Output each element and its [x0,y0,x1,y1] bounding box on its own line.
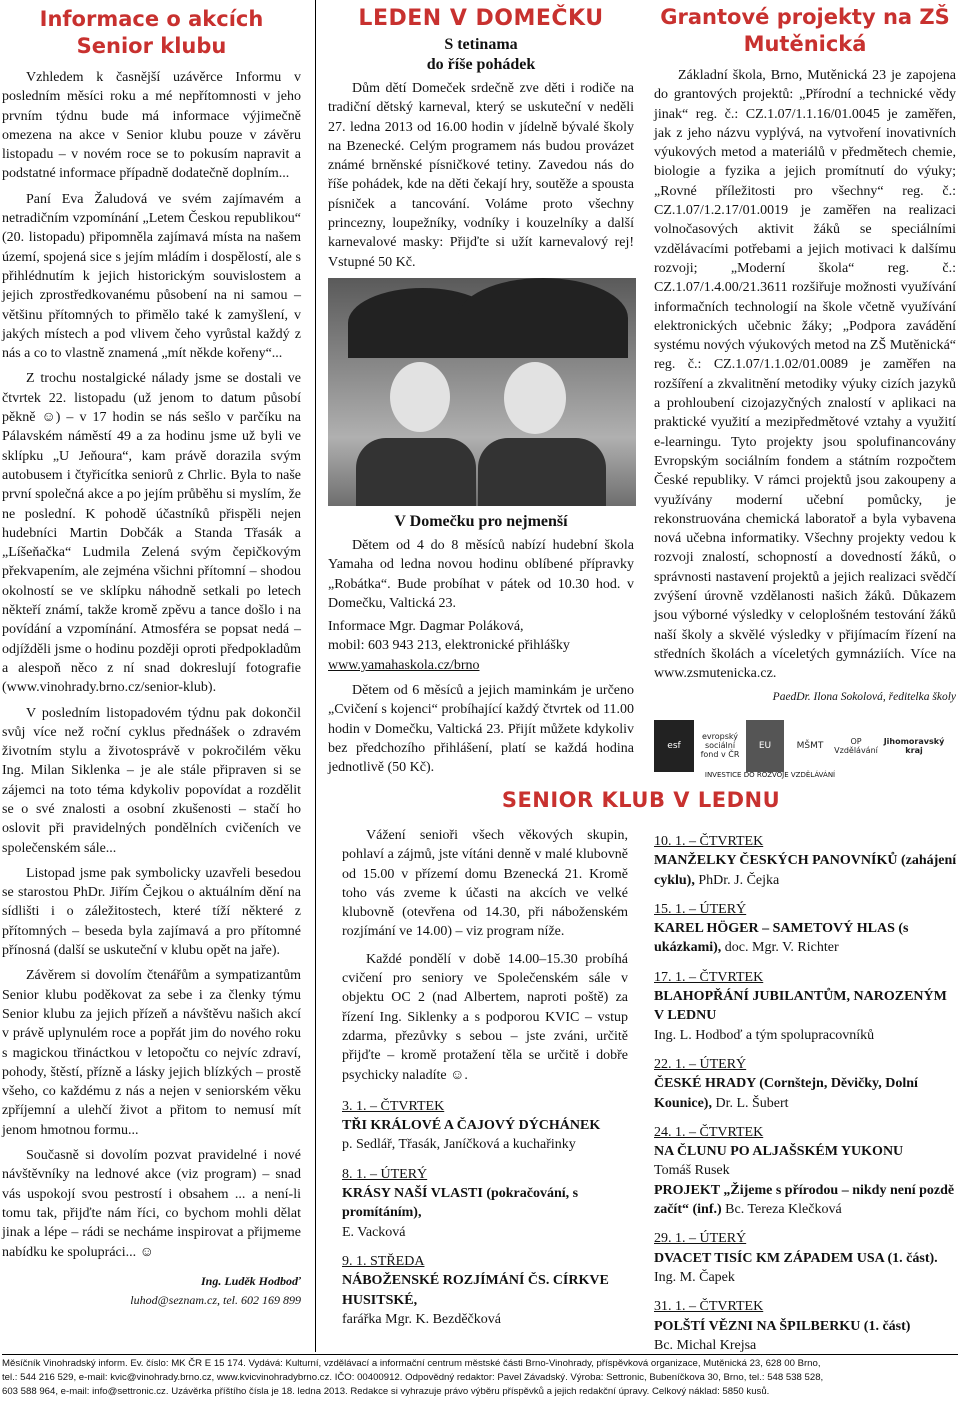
grants-title: Grantové projekty na ZŠ Mutěnická [660,5,950,56]
paragraph: Současně si dovolím pozvat pravidelné i nové návštěvníky na lednové akce (viz program) – snad vás uspokojí svou pestrostí i obsahem ... a není-li tomu tak, přijďte nám říci, co bychom mohli dělat jinak a lépe – rádi se necháme inspirovat a přijmeme nabídku ke spolupráci... ☺ [2,1148,301,1260]
event-title: KAREL HÖGER – SAMETOVÝ HLAS (s ukázkami), [654,921,909,956]
footer-line: 603 588 964, e-mail: info@settronic.cz. Uzávěrka příštího čísla je 18. ledna 2013. Redakce si vyhrazuje právo výběru příspěvků a jejich redakční úpravy. Celkový náklad: 5850 kusů. [2,1386,770,1397]
event-speaker: PhDr. J. Čejka [698,872,780,888]
event-item [654,900,958,958]
nejmensi-subtitle: V Domečku pro nejmenší [394,512,568,530]
esf-cr-logo: evropský sociální fond v ČR [697,720,743,772]
event-title: DVACET TISÍC KM ZÁPADEM USA (1. část). [654,1250,938,1266]
author-contact[interactable]: luhod@seznam.cz, tel. 602 169 899 [130,1293,301,1308]
event-speaker: Bc. Michal Krejsa [654,1337,757,1353]
event-title: PROJEKT „Žijeme s přírodou – nikdy není pozdě začít“ (inf.) [654,1182,955,1218]
paragraph: Z trochu nostalgické nálady jsme se dostali ve čtvrtek 22. listopadu (už jenom to datum působí pěkně ☺) – v 17 hodin se nás sešlo v parčíku na Pálavském náměstí 49 a za hodinu jsme už byli ve sklípku „U Jeňoura“, kam právě dorazila svým autobusem i čtyřicítka seniorů z Chrlic. Byla to naše první společná akce a po jejím průběhu si myslím, že ne poslední. K pohodě účastníků přispěli nejen hudebníci Martin Dobčák a Standa Třasák a „Líšeňačka“ Ludmila Zelená svým čepičkovým překvapením, ale zejména všichni přítomní – shodou okolností se ve sklípku náhodně setkali po letech někteří známí, takže kromě zpěvu a tance došlo i na povídání a vzpomínání. Atmosféra se popsat nedá – odjížděli jsme o hodinu později oproti předpokladům a alespoň něco z ní snad dokreslují fotografie (www.vinohrady.brno.cz/senior-klub). [2,371,301,696]
event-item [654,1181,958,1220]
event-date: 31. 1. – ČTVRTEK [654,1299,764,1315]
event-item [654,1123,958,1181]
event-speaker: Ing. M. Čapek [654,1269,735,1285]
face-shape [504,362,566,434]
senior-january-section [322,788,960,1353]
paragraph: Listopad jsme pak symbolicky uzavřeli besedou se starostou PhDr. Jiřím Čejkou o aktuálním dění na sídlišti i o záležitostech, které tíží některé z přítomných – beseda byla zajímavá a pro přítomné přínosná (další se uskuteční v klubu opět na jaře). [2,865,301,959]
kojenci-paragraph: Dětem od 6 měsíců a jejich maminkám je určeno „Cvičení s kojenci“ probíhající každý čtvrtek od 11.00 hodin v Domečku, Valtická 23. Přijít můžete kdykoliv bez předchozího přihlášení, platí se každá hodina jednotlivě (50 Kč). [328,683,634,776]
grants-signature: PaedDr. Ilona Sokolová, ředitelka školy [772,690,956,703]
event-title: TŘI KRÁLOVÉ A ČAJOVÝ DÝCHÁNEK [342,1118,601,1134]
karneval-subtitle: S tetinama [444,36,518,53]
face-shape [390,362,450,432]
logo-caption: INVESTICE DO ROZVOJE VZDĚLÁVÁNÍ [704,770,836,779]
event-date: 9. 1. STŘEDA [342,1253,425,1269]
info-contact: Informace Mgr. Dagmar Poláková, [328,619,524,635]
eu-flag-logo: EU [746,720,784,772]
event-date: 22. 1. – ÚTERÝ [654,1056,747,1072]
events-left [342,1097,628,1329]
event-date: 17. 1. – ČTVRTEK [654,969,764,985]
event-item [654,832,958,890]
senior-exercise-paragraph: Každé pondělí v době 14.00–15.30 probíhá cvičení pro seniory ve Společenském sále v objektu OC 2 (nad Albertem, naproti poště) za řízení Ing. Siklenky a s podporou KVIC – vstup zdarma, přezůvky s sebou – jste zváni, určitě přijďte – kromě protažení těla se určitě i dobře psychicky naladíte ☺. [342,951,628,1083]
event-title: ČESKÉ HRADY (Cornštejn, Děvičky, Dolní Kounice), [654,1076,918,1111]
event-title: POLŠTÍ VĚZNI NA ŠPILBERKU (1. část) [654,1318,911,1334]
event-item [654,1229,958,1287]
robatka-paragraph: Dětem od 4 do 8 měsíců nabízí hudební škola Yamaha od ledna novou hodinu oblíbené přípravky „Robátka“. Bude probíhat v pátek od 10.30 hod. v Domečku, Valtická 23. [328,537,634,611]
event-speaker: Tomáš Rusek [654,1163,730,1179]
msmt-logo: MŠMT [787,720,833,772]
grants-paragraph: Základní škola, Brno, Mutěnická 23 je zapojena do grantových projektů: „Přírodní a technické vědy jinak“ reg. č.: CZ.1.07/1.1.16/01.0045 je zaměřen, jak z jeho názvu vyplývá, na vytvoření inovativních výukových metod a materiálů v předmětech chemie, biologie a fyzika a jejich promítnutí do výuky; „Rovné příležitosti pro všechny“ reg. č.: CZ.1.07/1.2.17/01.0019 je zaměřen na realizaci volnočasových aktivit žáků se speciálními vzdělávacími potřebami a jejich motivaci k dalšímu rozvoji; „Moderní škola“ reg. č.: CZ.1.07/1.4.00/21.3611 rozšiřuje možnosti využívání informačních technologií na škole včetně využívání elektronických učebnic žáky; „Podpora zavádění systému nových výukových metod na ZŠ Mutěnická“ reg. č.: CZ.1.07/1.1.02/01.0089 je zaměřen na rozšíření a zkvalitnění metodiky výuky cizích jazyků a prohloubení cizojazyčných znalostí v aplikaci na praktické využití a mezipředmětové vztahy a využití e-learningu. Tyto projekty jsou spolufinancovány Evropským sociálním fondem a státním rozpočtem České republiky. V rámci projektů jsou zakoupeny a využívány moderní učební pomůcky, je rekonstruována chemická laboratoř a byla vybavena nová učebna informatiky. Všechny projekty vedou k rozvoji znalostí, schopností a dovedností žáků, o správnosti nastavení projektů a jejich realizaci svědčí zvýšení úrovně vzdělanosti našich žáků. Důkazem jsou výborné výsledky v celoplošném testování žáků naší školy a skvělé výsledky v přijímacím řízení na středních školách a víceletých gymnáziích. Více na www.zsmutenicka.cz. [654,68,956,682]
event-speaker: doc. Mgr. V. Richter [724,940,839,956]
paragraph: Paní Eva Žaludová ve svém zajímavém a netradičním vzpomínání „Letem Českou republikou“ (20. listopadu) připomněla zajímavá místa na našem území, spojená sice s jejím mládím i dospělostí, ale s přihlédnutím k jejich historickým souvislostem a jejich zprostředkovanému působení na ni samou – většinu přítomných to přimělo také k zamyšlení, v jakých místech a pod vlivem čeho vyrůstal každý z nás a co to vlastně znamená „mít někde kořeny“... [2,191,301,362]
senior-january-left [342,826,628,1339]
karneval-paragraph: Dům dětí Domeček srdečně zve děti i rodiče na tradiční dětský karneval, který se uskuteční v neděli 27. ledna 2013 od 16.00 hodin v jídelně bývalé školy na Bzenecké. Celým programem nás budou provázet známé brněnské písničkové tetiny. Zavedou nás do říše pohádek, kde na děti čekají hry, soutěže a spousta písniček a tancování. Voláme proto všechny princezny, loupežníky, vodníky i kouzelníky a další karnevalové masky: Přijďte si užít karnevalový rej! Vstupné 50 Kč. [328,81,634,270]
event-item [342,1165,628,1242]
event-title: KRÁSY NAŠÍ VLASTI (pokračování, s promítáním), [342,1186,579,1221]
senior-club-info-column [0,0,316,1352]
op-logo: OP Vzdělávání [836,720,876,772]
paragraph: Vzhledem k časnější uzávěrce Informu v posledním měsíci roku a mé nepřítomnosti v jeho prvním týdnu bude má informace výjimečně omezena na akce v Senior klubu pouze v závěru listopadu – v novém roce se to pokusím napravit a podstatné informace případně dodatečně doplním... [2,70,301,182]
info-phone: mobil: 603 943 213, elektronické přihlášky [328,638,570,654]
senior-club-info-title: Informace o akcích Senior klubu [39,7,264,58]
event-speaker: Ing. L. Hodboď a tým spolupracovníků [654,1027,875,1043]
event-title: NA ČLUNU PO ALJAŠSKÉM YUKONU [654,1144,904,1160]
event-title: MANŽELKY ČESKÝCH PANOVNÍKŮ (zahájení cyklu), [654,853,957,888]
paragraph: V posledním listopadovém týdnu pak dokončil svůj více než roční cyklus přednášek o zdravém životním stylu a životosprávě v pokročilém věku Ing. Milan Siklenka – je ale stále připraven si se zájemci na toto téma kdykoliv popovídat a rozdělit se o své znalosti a osobní zkušenosti – stačí ho oslovit při pravidelných pondělních cvičeních ve společenském sále... [2,705,301,856]
senior-january-title: SENIOR KLUB V LEDNU [501,788,781,812]
footer-line: tel.: 544 216 529, e-mail: kvic@vinohrady.brno.cz, www.kvicvinohradybrno.cz. IČO: 00400912. Odpovědný redaktor: Pavel Závadský. Výroba: Settronic, Bubeníčkova 30, Brno, tel.: 548 538 528, [2,1372,824,1383]
event-speaker: p. Sedlář, Třasák, Janíčková a kuchařinky [342,1137,576,1153]
footer-line: Měsíčník Vinohradský inform. Ev. číslo: MK ČR E 15 174. Vydává: Kulturní, vzdělávací a informační centrum městské části Brno-Vinohrady, příspěvková organizace, Mutěnická 23, 628 00 Brno, [2,1358,821,1369]
umbrella-shape [458,278,628,358]
esf-logo: esf [654,720,694,772]
grants-column [648,0,960,779]
event-date: 15. 1. – ÚTERÝ [654,901,747,917]
yamaha-link[interactable]: www.yamahaskola.cz/brno [328,657,480,673]
event-item [654,1055,958,1113]
costume-shape [478,438,606,506]
event-item [342,1252,628,1329]
event-item [342,1097,628,1155]
author-signature: Ing. Luděk Hodboď [201,1273,301,1288]
event-item [654,968,958,1045]
domecek-column [318,0,644,778]
event-item [654,1297,958,1355]
senior-intro-paragraph: Vážení senioři všech věkových skupin, pohlaví a zájmů, jste vítáni denně v malé klubovně od 15.00 v přízemí domu Bzenecká 21. Kromě toho vás zveme k účasti na akcích ve velké klubovně (otevřena od 14.30, při náboženském rozjímání ve 14.00) – viz program níže. [342,828,628,940]
paragraph: Závěrem si dovolím čtenářům a sympatizantům Senior klubu poděkovat za sebe i za členky týmu Senior klubu za jejich přízeň a návštěvu našich akcí v právě uplynulém roce a popřát jim do nového roku s magickou třináctkou v letopočtu co nejvíc zdraví, pohody, štěstí, přízně a lásky jejich blízkých – prostě všeho, co každému z nás a nejen v seniorském věku zpříjemní a ulehčí život a přitom to nemusí mít jenom hmotnou formu... [2,968,301,1138]
event-date: 24. 1. – ČTVRTEK [654,1124,764,1140]
event-speaker: Dr. L. Šubert [715,1095,789,1111]
jmk-logo: Jihomoravský kraj [879,720,949,772]
event-speaker: E. Vacková [342,1224,406,1240]
domecek-title: LEDEN V DOMEČKU [358,6,604,31]
event-date: 8. 1. – ÚTERÝ [342,1166,428,1182]
karneval-subtitle-2: do říše pohádek [426,56,536,73]
event-speaker: Bc. Tereza Klečková [725,1202,842,1218]
publication-footer [2,1354,958,1399]
costume-shape [356,438,476,506]
eu-logos-strip [654,715,956,777]
event-date: 3. 1. – ČTVRTEK [342,1098,445,1114]
karneval-photo [328,278,636,506]
event-date: 10. 1. – ČTVRTEK [654,834,764,849]
senior-january-right [654,832,958,1365]
event-date: 29. 1. – ÚTERÝ [654,1231,747,1247]
event-title: BLAHOPŘÁNÍ JUBILANTŮM, NAROZENÝM V LEDNU [654,989,947,1024]
event-speaker: farářka Mgr. K. Bezděčková [342,1311,501,1327]
event-title: NÁBOŽENSKÉ ROZJÍMÁNÍ ČS. CÍRKVE HUSITSKÉ, [342,1273,609,1308]
